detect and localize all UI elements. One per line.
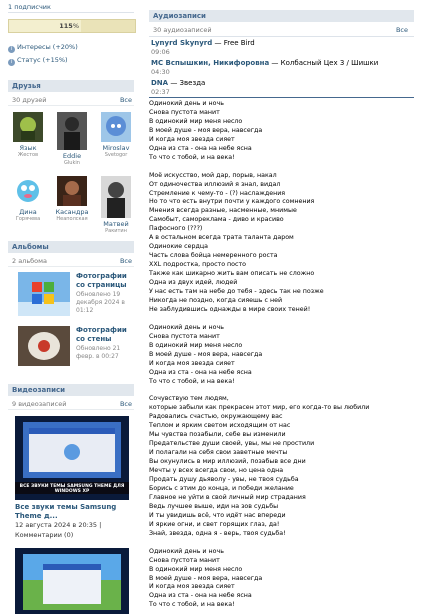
video-title[interactable]: Все звуки темы Samsung Theme д... — [15, 503, 117, 520]
avatar — [101, 112, 131, 142]
albums-header: Альбомы — [8, 241, 134, 253]
track-duration: 09:06 — [151, 48, 170, 56]
video-date: 12 августа 2024 в 20:35 | — [15, 521, 102, 529]
track-artist[interactable]: Lynyrd Skynyrd — [151, 39, 213, 47]
video-thumbnail[interactable] — [15, 416, 129, 500]
audio-track[interactable]: МС Вспышкин, Никифоровна — Колбасный Цех 3 / Шишки 04:30 — [149, 59, 414, 81]
stat-interests[interactable]: i Интересы (+20%) — [8, 43, 78, 53]
stat-status[interactable]: i Статус (+15%) — [8, 56, 68, 66]
track-lyrics: Одинокий день и ночь Снова пустота манит В одинокий мир меня несло В моей душе - моя вера, навсегда И когда моя звезда сияет Одна из ста - она на небе ясна То что с тобой, и на века! Моё искусство, мой дар, порыв, накал От одиночества иллюзий я знал, видал Стремление к чему-то - (?) наслаждения Но то что есть внутри почти у каждого сомнения Мнения всегда разные, насменные, мнимые Самобыт, самореклама - диво и красиво Пафосного (???) А в остальном всегда трата таланта даром Одинокие сердца Часть слова бойца немеренного роста XXL подростка, просто посто Также как шикарно жить вам описать не сложно Одна из двух идей, людей У нас есть там на небе до тебя - здесь так не позже Никогда не поздно, когда сияешь с ней Не заблудившись однажды в мире своих теней! Одинокий день и ночь Снова пустота манит В одинокий мир меня несло В моей душе - моя вера, навсегда И когда моя звезда сияет Одна из ста - она на небе ясна То что с тобой, и на века! Сочувствую тем людям, которые забыли как прекрасен этот мир, его когда-то вы любили Радовались счастью, окружающему вас Теплом и ярким светом исходящим от нас Мы чувства позабыли, себе вы изменили Предательстве души своей, увы, мы не простили И полагали на себя свои заветные мечты Вы окунулись в мир иллюзий, позабыв все дни Мечты у всех всегда свои, но цена одна Продать душу дьяволу - увы, не твоя судьба Борись с этим до конца, и победи желание Главное не уйти в свой личный мир страдания Ведь лучшее выше, иди на зов судьбы И ты увидишь всё, что идёт нас впереди И яркие огни, и свет горящих глаз, да! Знай, звезда, одна я - верь, твоя судьба! Одинокий день и ночь Снова пустота манит В одинокий мир меня несло В моей душе - моя вера, навсегда И когда моя звезда сияет Одна из ста - она на небе ясна То что с тобой, и на века! — [149, 100, 370, 609]
album-title[interactable]: Фотографии со стены — [76, 326, 127, 343]
audio-track[interactable]: Lynyrd Skynyrd — Free Bird 09:06 — [149, 39, 414, 61]
albums-count: 2 альбома Все — [8, 255, 134, 267]
track-artist[interactable]: МС Вспышкин, Никифоровна — [151, 59, 270, 67]
circle-info-icon: i — [8, 59, 15, 66]
friend-item[interactable]: Матвей Ракитин — [96, 176, 136, 234]
video-caption: ВСЕ ЗВУКИ ТЕМЫ SAMSUNG THEME ДЛЯ WINDOWS XP — [19, 484, 125, 494]
albums-all-link[interactable]: Все — [119, 257, 132, 265]
right-column — [149, 0, 414, 614]
subscribers-link[interactable]: 1 подписчик — [8, 3, 51, 11]
divider — [8, 12, 134, 13]
videos-all-link[interactable]: Все — [119, 400, 132, 408]
videos-count: 9 видеозаписей Все — [8, 398, 134, 410]
avatar — [57, 176, 87, 206]
track-title[interactable]: Free Bird — [223, 39, 255, 47]
album-updated: Обновлено 19 декабря 2024 в 01:12 — [76, 291, 125, 314]
album-item[interactable] — [14, 326, 134, 372]
video-thumbnail[interactable] — [15, 548, 129, 614]
rating-value: 115% — [59, 22, 79, 30]
track-duration: 02:37 — [151, 88, 170, 96]
album-item[interactable] — [14, 272, 134, 318]
friend-item[interactable]: Язык Жестов — [8, 112, 48, 158]
album-updated: Обновлено 21 февр. в 00:27 — [76, 345, 121, 360]
track-artist[interactable]: DNA — [151, 79, 169, 87]
video-comments[interactable]: Комментарии (0) — [15, 531, 74, 539]
left-column — [0, 0, 142, 614]
audio-count: 30 аудиозаписей Все — [149, 24, 414, 37]
album-thumbnail — [18, 272, 70, 316]
friend-item[interactable]: Дина Горячева — [8, 176, 48, 222]
friends-count: 30 друзей Все — [8, 94, 134, 106]
avatar — [13, 112, 43, 142]
videos-header: Видеозаписи — [8, 384, 134, 396]
friends-header: Друзья — [8, 80, 134, 92]
avatar — [101, 176, 131, 218]
track-duration: 04:30 — [151, 68, 170, 76]
track-title[interactable]: Колбасный Цех 3 / Шишки — [280, 59, 379, 67]
track-title[interactable]: Звезда — [179, 79, 206, 87]
audio-track-selected[interactable]: DNA — Звезда 02:37 — [149, 79, 414, 98]
friend-item[interactable]: Miroslav Svetogor — [96, 112, 136, 158]
avatar — [13, 176, 43, 206]
album-title[interactable]: Фотографии со страницы — [76, 272, 127, 289]
audio-all-link[interactable]: Все — [395, 26, 408, 34]
rating-bar[interactable] — [8, 19, 136, 33]
audio-header: Аудиозаписи — [149, 10, 414, 22]
avatar — [57, 112, 87, 150]
album-thumbnail — [18, 326, 70, 370]
friend-item[interactable]: Касандра Неаполская — [52, 176, 92, 222]
friend-item[interactable]: Eddie Glukin — [52, 112, 92, 166]
circle-info-icon: i — [8, 46, 15, 53]
friends-all-link[interactable]: Все — [119, 96, 132, 104]
